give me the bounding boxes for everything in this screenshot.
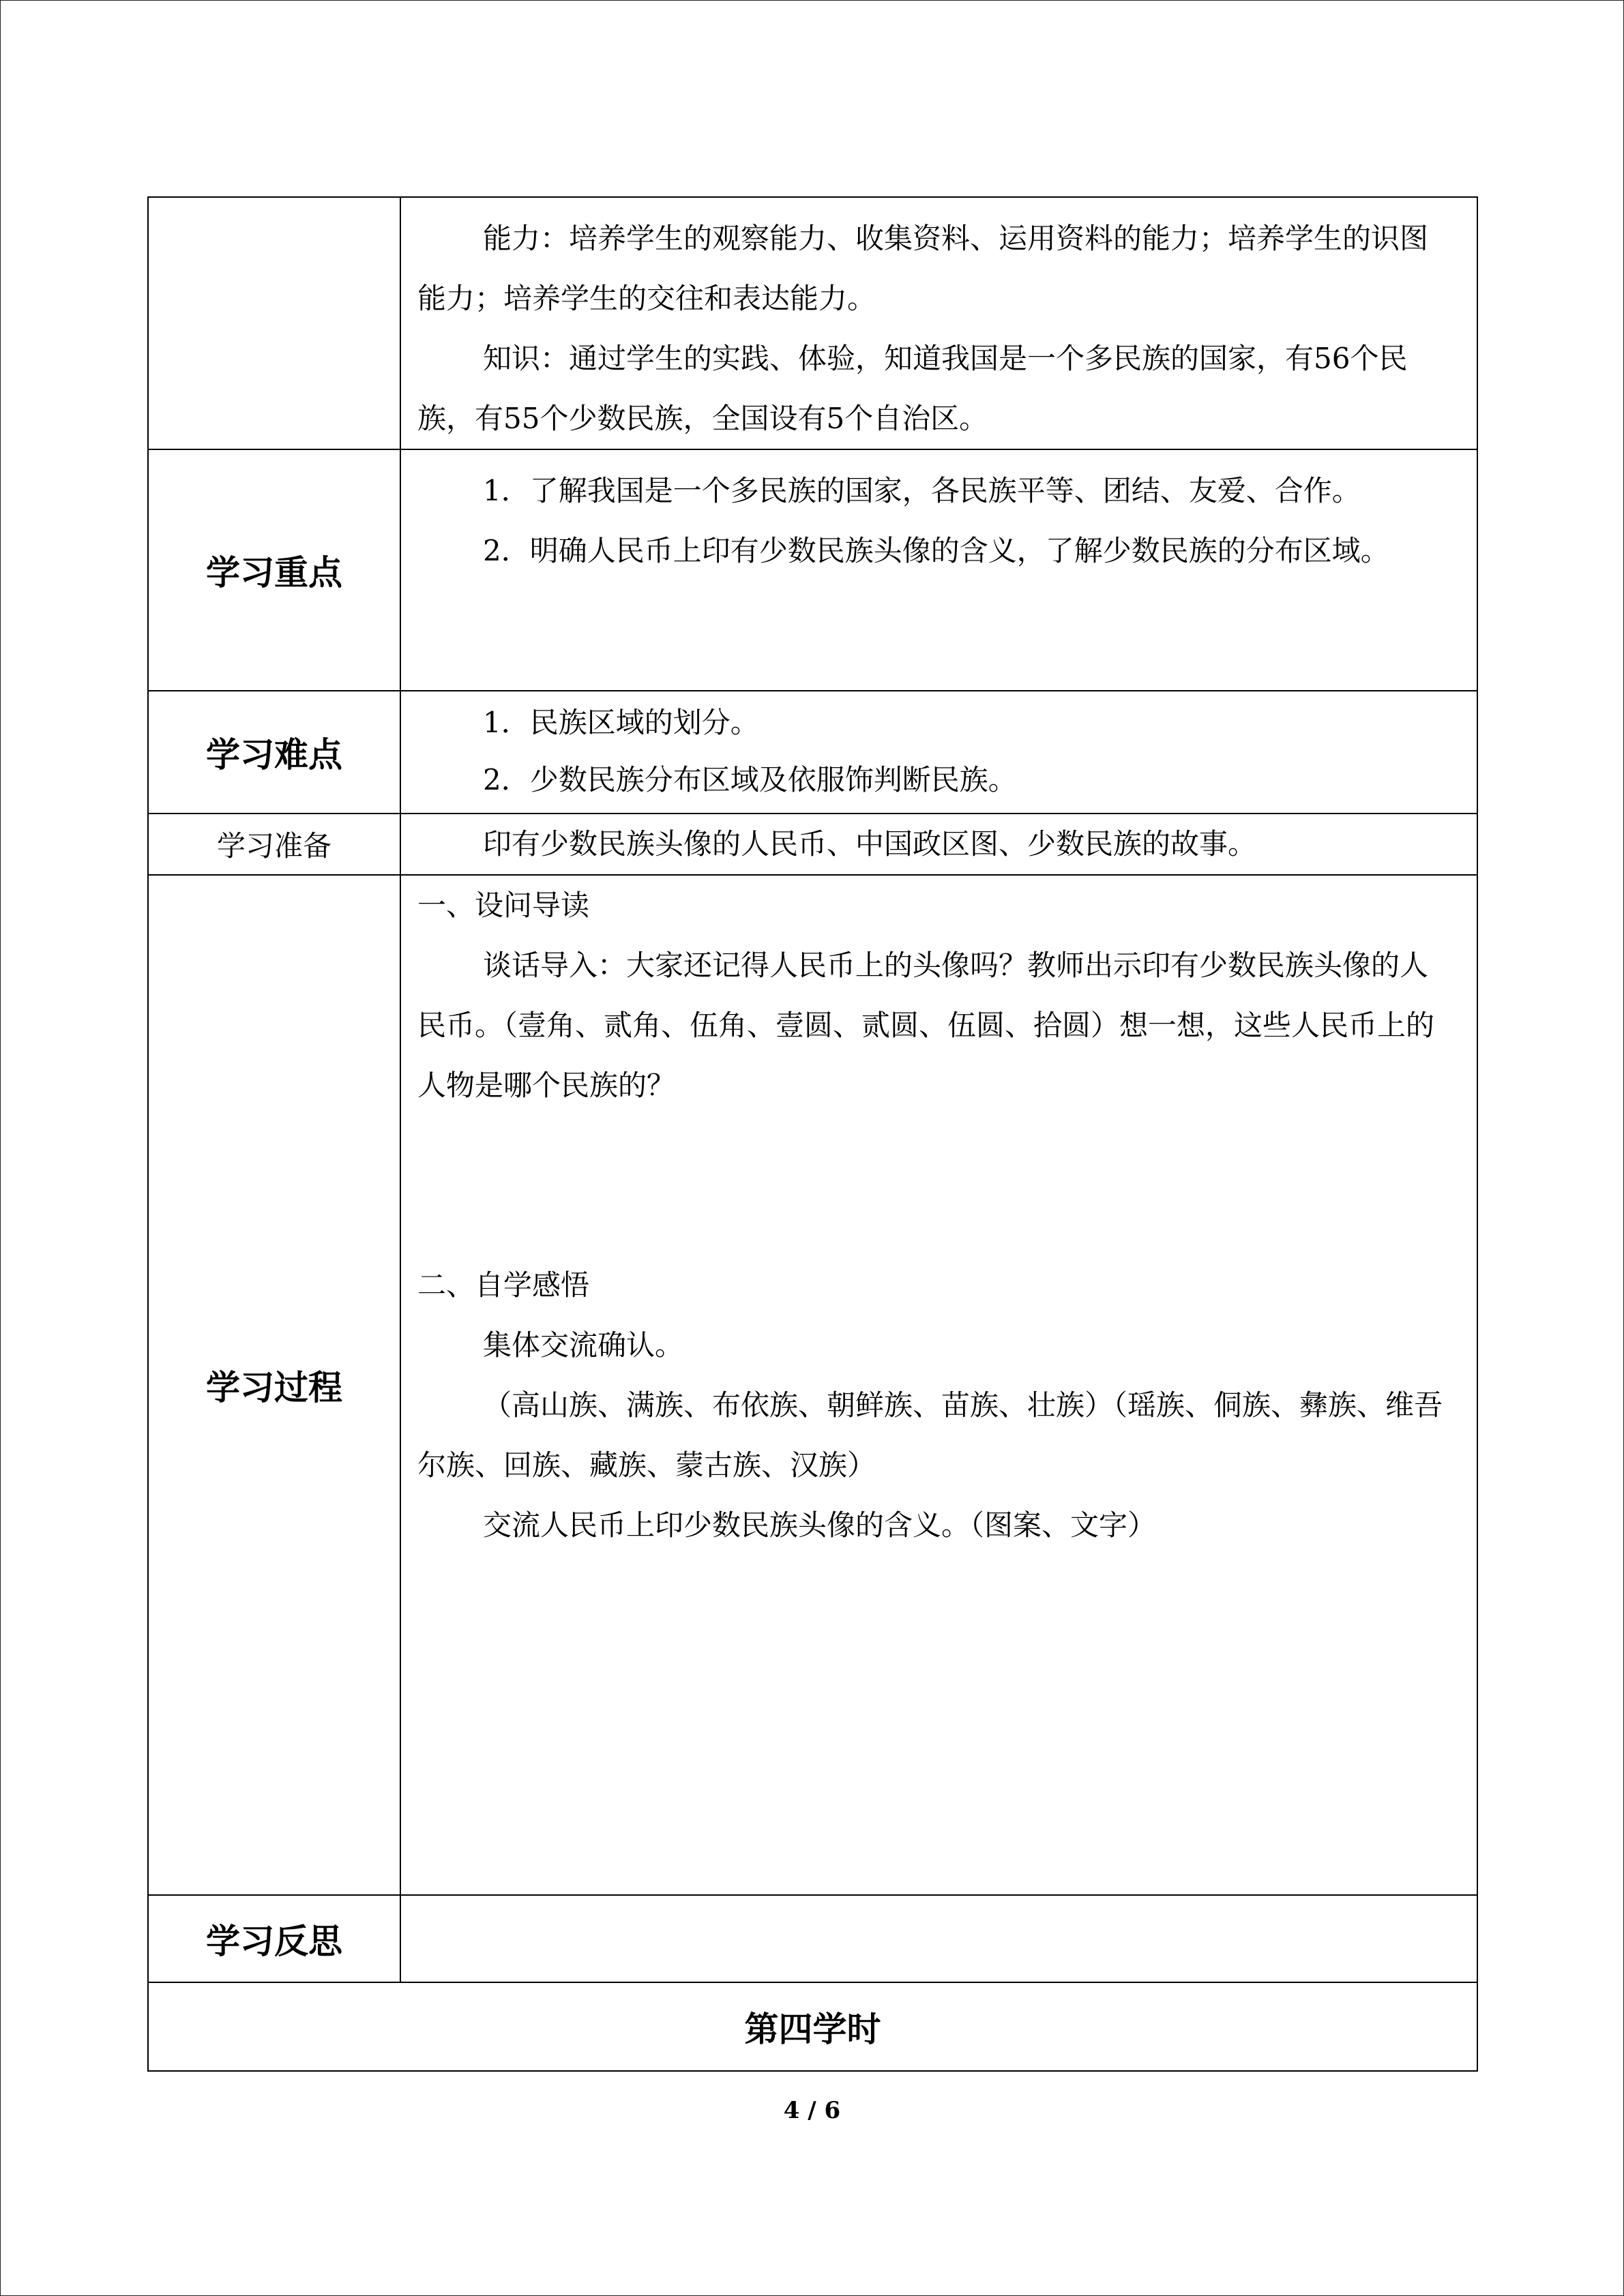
section-2-paragraph-1: 集体交流确认。: [483, 1328, 684, 1362]
process-content-cell: [400, 875, 1477, 1895]
preparation-label: 学习准备: [216, 829, 331, 863]
key-points-row: [148, 449, 1477, 691]
difficulties-row: [148, 691, 1477, 814]
difficulties-content-cell: [400, 691, 1477, 814]
reflection-text: [401, 1896, 1477, 1907]
key-point-2: 2．明确人民币上印有少数民族头像的含义，了解少数民族的分布区域。: [483, 534, 1389, 567]
section-2-title: 二、自学感悟: [417, 1268, 590, 1302]
lesson-plan-table: [147, 196, 1478, 2072]
reflection-row: [148, 1895, 1477, 1982]
preparation-content-cell: [400, 814, 1477, 875]
next-section-title: 第四学时: [148, 1982, 1477, 2071]
blank-space: [417, 1116, 1456, 1255]
process-label: 学习过程: [206, 1368, 342, 1407]
key-points-label-cell: [148, 449, 400, 691]
process-row: [148, 875, 1477, 1895]
section-2-paragraph-3: 交流人民币上印少数民族头像的含义。（图案、文字）: [483, 1508, 1157, 1542]
preparation-label-cell: [148, 814, 400, 875]
section-1-text: 谈话导入：大家还记得人民币上的头像吗？教师出示印有少数民族头像的人民币。（壹角、贰角、伍角、壹圆、贰圆、伍圆、拾圆）想一想，这些人民币上的人物是哪个民族的？: [417, 949, 1435, 1102]
preparation-text: 印有少数民族头像的人民币、中国政区图、少数民族的故事。: [483, 827, 1257, 861]
section-1-title: 一、设问导读: [417, 889, 590, 922]
difficulty-2: 2．少数民族分布区域及依服饰判断民族。: [483, 763, 1017, 796]
goals-label-cell: [148, 197, 400, 449]
key-points-content-cell: [400, 449, 1477, 691]
reflection-label: 学习反思: [206, 1922, 342, 1961]
key-points-label: 学习重点: [206, 553, 342, 593]
page-number: 4 / 6: [783, 2097, 841, 2124]
next-section-row: [148, 1982, 1477, 2071]
reflection-content-cell: [400, 1895, 1477, 1982]
goals-continued-row: [148, 197, 1477, 449]
preparation-row: [148, 814, 1477, 875]
ability-goal-text: 能力：培养学生的观察能力、收集资料、运用资料的能力；培养学生的识图能力；培养学生的交往和表达能力。: [417, 222, 1429, 315]
knowledge-goal-text: 知识：通过学生的实践、体验，知道我国是一个多民族的国家，有56个民族，有55个少数民族，全国设有5个自治区。: [417, 342, 1408, 435]
difficulty-1: 1．民族区域的划分。: [483, 706, 759, 739]
process-label-cell: [148, 875, 400, 1895]
difficulties-label-cell: [148, 691, 400, 814]
section-2-paragraph-2: （高山族、满族、布依族、朝鲜族、苗族、壮族）（瑶族、侗族、彝族、维吾尔族、回族、藏族、蒙古族、汉族）: [417, 1388, 1443, 1482]
key-point-1: 1．了解我国是一个多民族的国家，各民族平等、团结、友爱、合作。: [483, 474, 1361, 507]
difficulties-label: 学习难点: [206, 735, 342, 775]
goals-content-cell: [400, 197, 1477, 449]
reflection-label-cell: [148, 1895, 400, 1982]
